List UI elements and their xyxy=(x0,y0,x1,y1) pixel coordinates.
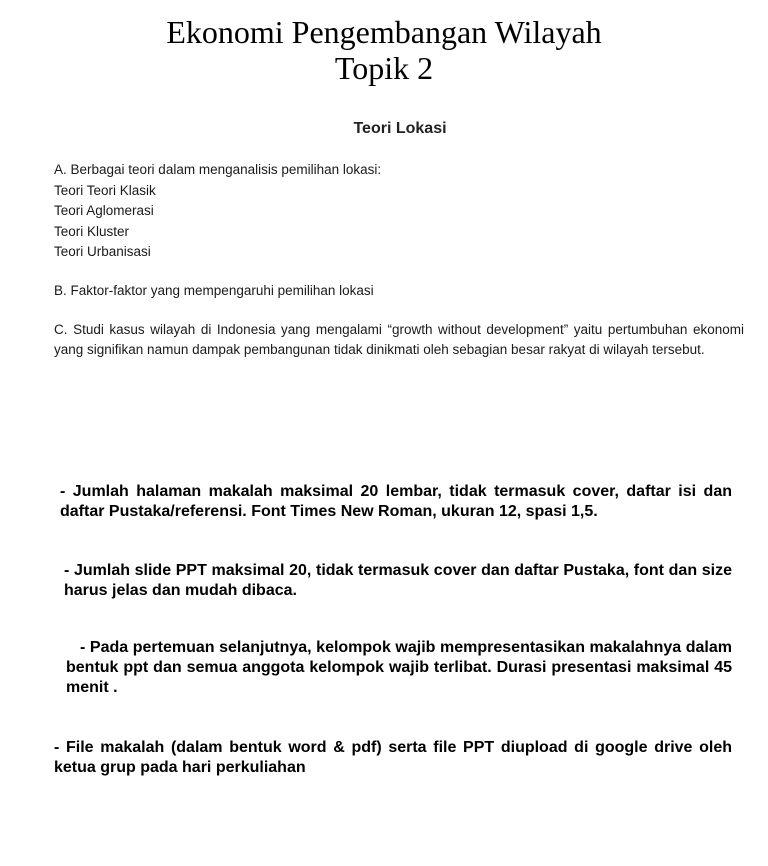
section-a xyxy=(54,160,744,263)
theory-item: Teori Urbanisasi xyxy=(54,244,151,259)
note-item xyxy=(60,482,732,522)
note-text-upload: - File makalah (dalam bentuk word & pdf) serta file PPT diupload di google drive oleh ketua grup pada hari perkuliahan xyxy=(54,739,732,776)
theory-item: Teori Teori Klasik xyxy=(54,182,156,198)
note-text-slide-limit: - Jumlah slide PPT maksimal 20, tidak termasuk cover dan daftar Pustaka, font dan size harus jelas dan mudah dibaca. xyxy=(64,562,732,599)
note-item xyxy=(66,638,732,698)
document-title xyxy=(0,14,768,86)
theory-item: Teori Aglomerasi xyxy=(54,203,154,218)
title-line-1: Ekonomi Pengembangan Wilayah xyxy=(166,14,602,50)
note-item xyxy=(54,738,732,778)
section-a-heading: A. Berbagai teori dalam menganalisis pemilihan lokasi: xyxy=(54,162,382,177)
theory-item: Teori Kluster xyxy=(54,223,130,239)
section-subtitle: Teori Lokasi xyxy=(353,120,447,137)
note-text-page-limit: - Jumlah halaman makalah maksimal 20 lembar, tidak termasuk cover, daftar isi dan daftar Pustaka/referensi. Font Times New Roman, ukuran 12, spasi 1,5. xyxy=(60,483,732,520)
section-b xyxy=(54,281,744,302)
note-text-presentation: - Pada pertemuan selanjutnya, kelompok wajib mempresentasikan makalahnya dalam bentuk ppt dan semua anggota kelompok wajib terlibat. Durasi presentasi maksimal 45 menit . xyxy=(66,639,732,696)
section-c xyxy=(54,320,744,359)
note-item xyxy=(64,561,732,601)
section-b-heading: B. Faktor-faktor yang mempengaruhi pemilihan lokasi xyxy=(54,283,374,298)
title-line-2: Topik 2 xyxy=(334,50,434,86)
section-c-text: C. Studi kasus wilayah di Indonesia yang mengalami “growth without development” yaitu pertumbuhan ekonomi yang signifikan namun dampak pembangunan tidak dinikmati oleh sebagian besar rakyat di wilayah tersebut. xyxy=(54,322,744,357)
